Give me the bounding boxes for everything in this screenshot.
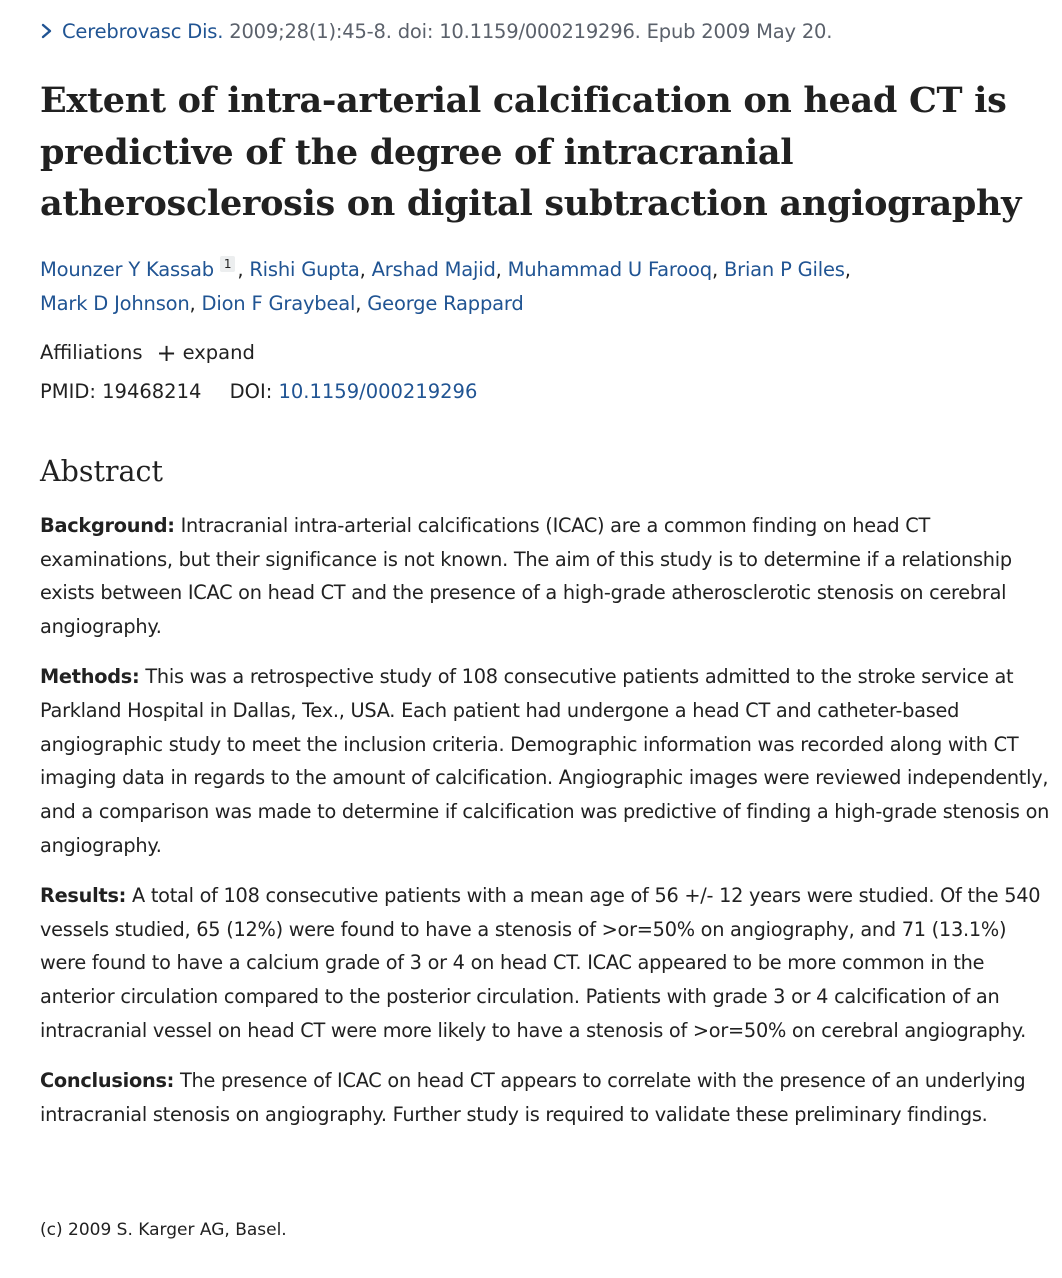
author-link[interactable]: Mark D Johnson bbox=[40, 292, 190, 315]
affiliations-label: Affiliations bbox=[40, 341, 143, 364]
author-link[interactable]: Mounzer Y Kassab bbox=[40, 258, 214, 281]
abstract-conclusions bbox=[40, 1064, 1050, 1131]
author-link[interactable]: Arshad Majid bbox=[371, 258, 496, 281]
abstract-results bbox=[40, 879, 1050, 1048]
abstract-body bbox=[40, 509, 1050, 1148]
author-link[interactable]: George Rappard bbox=[367, 292, 524, 315]
author-separator: , bbox=[237, 258, 250, 281]
chevron-right-icon[interactable] bbox=[40, 22, 54, 40]
author-separator: , bbox=[355, 292, 368, 315]
journal-link[interactable]: Cerebrovasc Dis. bbox=[62, 20, 224, 43]
section-text: A total of 108 consecutive patients with a mean age of 56 +/- 12 years were studied. Of the 540 vessels studied, 65 (12%) were found to have a stenosis of >or=50% on angiography, and 71 (13.1%) were found to have a calcium grade of 3 or 4 on head CT. ICAC appeared to be more common in the anterior circulation compared to the posterior circulation. Patients with grade 3 or 4 calcification of an intracranial vessel on head CT were more likely to have a stenosis of >or=50% on cerebral angiography. bbox=[40, 884, 1041, 1042]
copyright-notice: (c) 2009 S. Karger AG, Basel. bbox=[40, 1220, 287, 1240]
abstract-background bbox=[40, 509, 1050, 644]
section-label: Conclusions: bbox=[40, 1069, 175, 1093]
section-label: Methods: bbox=[40, 665, 140, 689]
affiliation-number[interactable]: 1 bbox=[220, 256, 235, 272]
author-separator: , bbox=[359, 258, 372, 281]
plus-icon[interactable]: + bbox=[156, 339, 177, 367]
author-link[interactable]: Brian P Giles bbox=[723, 258, 845, 281]
author-list bbox=[40, 253, 940, 321]
pmid-label: PMID: bbox=[40, 380, 96, 403]
article-title: Extent of intra-arterial calcification on head CT is predictive of the degree of intracranial atherosclerosis on digital subtraction angiography bbox=[40, 80, 1022, 224]
author-link[interactable]: Muhammad U Farooq bbox=[507, 258, 712, 281]
author-separator: , bbox=[189, 292, 202, 315]
citation-line bbox=[40, 19, 832, 45]
author-separator: , bbox=[711, 258, 724, 281]
pmid-value: 19468214 bbox=[102, 380, 202, 403]
doi-link[interactable]: 10.1159/000219296 bbox=[278, 380, 478, 403]
doi-label: DOI: bbox=[229, 380, 273, 403]
expand-button[interactable]: expand bbox=[182, 341, 255, 364]
section-text: This was a retrospective study of 108 consecutive patients admitted to the stroke service at Parkland Hospital in Dallas, Tex., USA. Each patient had undergone a head CT and catheter-based angiographic study to meet the inclusion criteria. Demographic information was recorded along with CT imaging data in regards to the amount of calcification. Angiographic images were reviewed independently, and a comparison was made to determine if calcification was predictive of finding a high-grade stenosis on angiography. bbox=[40, 665, 1050, 857]
abstract-methods bbox=[40, 660, 1050, 862]
section-text: Intracranial intra-arterial calcifications (ICAC) are a common finding on head CT examinations, but their significance is not known. The aim of this study is to determine if a relationship exists between ICAC on head CT and the presence of a high-grade atherosclerotic stenosis on cerebral angiography. bbox=[40, 514, 1012, 639]
abstract-heading: Abstract bbox=[40, 455, 163, 488]
section-label: Background: bbox=[40, 514, 175, 537]
affiliations-toggle[interactable] bbox=[40, 339, 255, 367]
author-link[interactable]: Dion F Graybeal bbox=[201, 292, 356, 315]
author-separator: , bbox=[844, 258, 851, 281]
identifiers bbox=[40, 378, 477, 406]
section-label: Results: bbox=[40, 884, 127, 908]
section-text: The presence of ICAC on head CT appears to correlate with the presence of an underlying intracranial stenosis on angiography. Further study is required to validate these preliminary findings. bbox=[40, 1069, 1026, 1126]
author-link[interactable]: Rishi Gupta bbox=[249, 258, 360, 281]
author-separator: , bbox=[495, 258, 508, 281]
citation-details: 2009;28(1):45-8. doi: 10.1159/000219296. Epub 2009 May 20. bbox=[229, 20, 833, 43]
